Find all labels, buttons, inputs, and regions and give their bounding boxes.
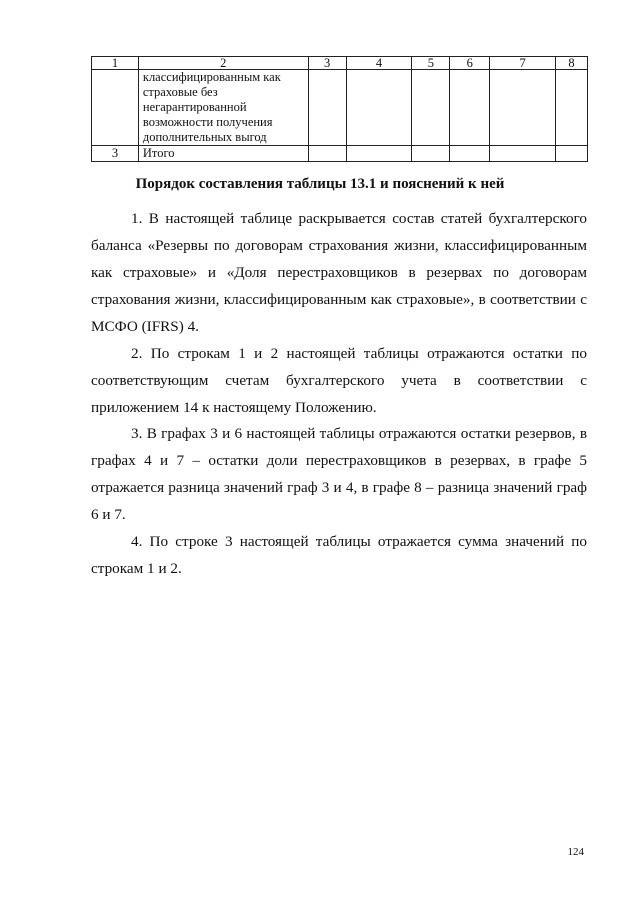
column-number-8: 8	[556, 57, 588, 70]
table-header-row	[92, 57, 588, 70]
row-label-cell: Итого	[138, 146, 308, 162]
paragraph-3: 3. В графах 3 и 6 настоящей таблицы отражаются остатки резервов, в графах 4 и 7 – остатки доли перестраховщиков в резервах, в графе 5 отражается разница значений граф 3 и 4, в графе 8 – разница значений граф 6 и 7.	[91, 425, 587, 523]
value-cell	[450, 70, 490, 146]
value-cell	[556, 146, 588, 162]
table-row	[92, 70, 588, 146]
column-number-2: 2	[138, 57, 308, 70]
value-cell	[490, 70, 556, 146]
value-cell	[412, 70, 450, 146]
row-number-cell	[92, 70, 139, 146]
row-label-cell: классифицированным как страховые без негарантированной возможности получения дополнительных выгод	[138, 70, 308, 146]
value-cell	[450, 146, 490, 162]
paragraph-4: 4. По строке 3 настоящей таблицы отражается сумма значений по строкам 1 и 2.	[91, 533, 587, 577]
column-number-7: 7	[490, 57, 556, 70]
value-cell	[308, 146, 346, 162]
value-cell	[346, 70, 412, 146]
value-cell	[346, 146, 412, 162]
column-number-6: 6	[450, 57, 490, 70]
column-number-1: 1	[92, 57, 139, 70]
column-number-4: 4	[346, 57, 412, 70]
table-row-total	[92, 146, 588, 162]
row-number-cell: 3	[92, 146, 139, 162]
data-table	[91, 56, 588, 162]
column-number-5: 5	[412, 57, 450, 70]
value-cell	[490, 146, 556, 162]
paragraph-2: 2. По строкам 1 и 2 настоящей таблицы отражаются остатки по соответствующим счетам бухгалтерского учета в соответствии с приложением 14 к настоящему Положению.	[91, 345, 587, 416]
section-heading: Порядок составления таблицы 13.1 и пояснений к ней	[135, 176, 505, 192]
value-cell	[412, 146, 450, 162]
value-cell	[308, 70, 346, 146]
column-number-3: 3	[308, 57, 346, 70]
page-number: 124	[567, 846, 584, 858]
value-cell	[556, 70, 588, 146]
paragraph-1: 1. В настоящей таблице раскрывается состав статей бухгалтерского баланса «Резервы по договорам страхования жизни, классифицированным как страховые» и «Доля перестраховщиков в резервах по договорам страхования жизни, классифицированным как страховые», в соответствии с МСФО (IFRS) 4.	[91, 210, 587, 335]
